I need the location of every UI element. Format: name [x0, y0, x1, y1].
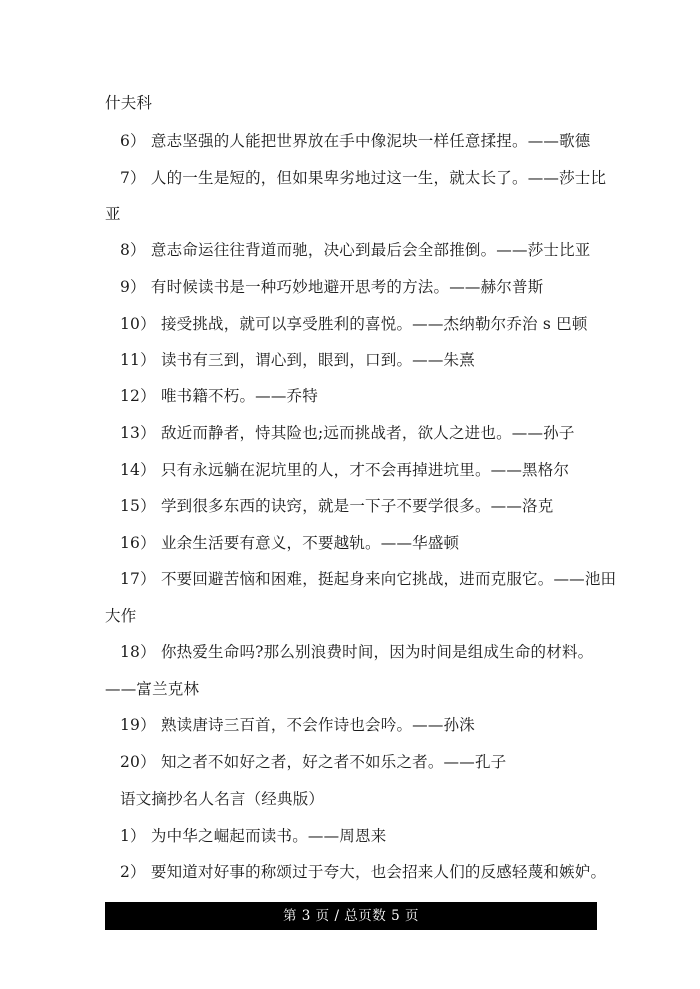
quote-6: 6） 意志坚强的人能把世界放在手中像泥块一样任意揉捏。——歌德	[120, 132, 591, 150]
quote-7: 7） 人的一生是短的，但如果卑劣地过这一生，就太长了。——莎士比	[120, 169, 607, 187]
text-line-continuation: 大作	[105, 607, 137, 625]
quote-8: 8） 意志命运往往背道而驰，决心到最后会全部推倒。——莎士比亚	[120, 241, 591, 259]
quote-10: 10） 接受挑战，就可以享受胜利的喜悦。——杰纳勒尔乔治 s 巴顿	[120, 315, 588, 333]
page-number-label: 第 3 页 / 总页数 5 页	[283, 908, 419, 924]
quote-17: 17） 不要回避苦恼和困难，挺起身来向它挑战，进而克服它。——池田	[120, 570, 617, 588]
quote-11: 11） 读书有三到，谓心到，眼到，口到。——朱熹	[120, 351, 475, 369]
quote-1: 1） 为中华之崛起而读书。——周恩来	[120, 827, 387, 845]
text-line-continuation: 什夫科	[105, 94, 153, 112]
quote-18: 18） 你热爱生命吗?那么别浪费时间，因为时间是组成生命的材料。	[120, 643, 594, 661]
quote-14: 14） 只有永远躺在泥坑里的人，才不会再掉进坑里。——黑格尔	[120, 461, 570, 479]
quote-9: 9） 有时候读书是一种巧妙地避开思考的方法。——赫尔普斯	[120, 278, 544, 296]
quote-13: 13） 敌近而静者，恃其险也;远而挑战者，欲人之进也。——孙子	[120, 424, 575, 442]
quote-19: 19） 熟读唐诗三百首，不会作诗也会吟。——孙洙	[120, 716, 475, 734]
section-heading: 语文摘抄名人名言（经典版）	[120, 790, 325, 808]
quote-2: 2） 要知道对好事的称颂过于夸大，也会招来人们的反感轻蔑和嫉妒。	[120, 863, 607, 881]
quote-20: 20） 知之者不如好之者，好之者不如乐之者。——孔子	[120, 753, 507, 771]
quote-16: 16） 业余生活要有意义，不要越轨。——华盛顿	[120, 534, 460, 552]
quote-12: 12） 唯书籍不朽。——乔特	[120, 387, 318, 405]
quote-15: 15） 学到很多东西的诀窍，就是一下子不要学很多。——洛克	[120, 497, 554, 515]
text-line-continuation: 亚	[105, 205, 121, 223]
page-footer	[105, 902, 597, 930]
text-line-continuation: ——富兰克林	[105, 680, 200, 698]
